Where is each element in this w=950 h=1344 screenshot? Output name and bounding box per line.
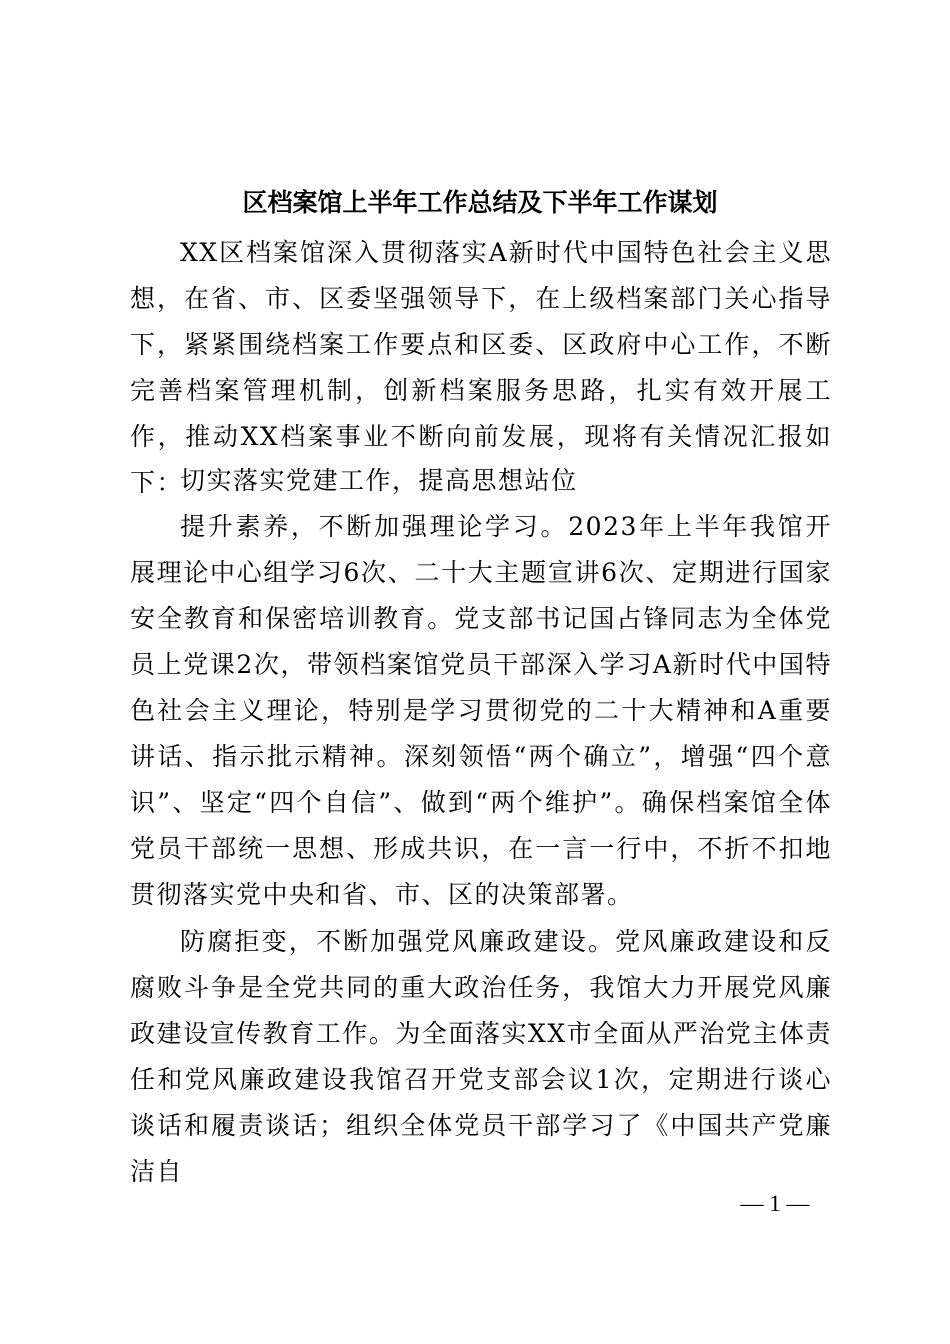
section-heading-block <box>130 458 832 504</box>
intro-paragraph: XX区档案馆深入贯彻落实A新时代中国特色社会主义思想，在省、市、区委坚强领导下，在上级档案部门关心指导下，紧紧围绕档案工作要点和区委、区政府中心工作，不断完善档案管理机制，创新档案服务思路，扎实有效开展工作，推动XX档案事业不断向前发展，现将有关情况汇报如下： <box>130 238 832 497</box>
paragraph-1: 提升素养，不断加强理论学习。2023年上半年我馆开展理论中心组学习6次、二十大主题宣讲6次、定期进行国家安全教育和保密培训教育。党支部书记国占锋同志为全体党员上党课2次，带领档案馆党员干部深入学习A新时代中国特色社会主义理论，特别是学习贯彻党的二十大精神和A重要讲话、指示批示精神。深刻领悟“两个确立”，增强“四个意识”、坚定“四个自信”、做到“两个维护”。确保档案馆全体党员干部统一思想、形成共识，在一言一行中，不折不扣地贯彻落实党中央和省、市、区的决策部署。 <box>130 512 832 909</box>
document-title: 区档案馆上半年工作总结及下半年工作谋划 <box>242 188 718 217</box>
paragraph-2: 防腐拒变，不断加强党风廉政建设。党风廉政建设和反腐败斗争是全党共同的重大政治任务，我馆大力开展党风廉政建设宣传教育工作。为全面落实XX市全面从严治党主体责任和党风廉政建设我馆召开党支部会议1次，定期进行谈心谈话和履责谈话；组织全体党员干部学习了《中国共产党廉洁自 <box>130 927 832 1186</box>
page-number: — 1 — <box>740 1191 810 1216</box>
section-heading: 切实落实党建工作，提高思想站位 <box>180 466 578 495</box>
paragraph-1-block <box>130 504 832 918</box>
paragraph-2-block <box>130 919 832 1195</box>
